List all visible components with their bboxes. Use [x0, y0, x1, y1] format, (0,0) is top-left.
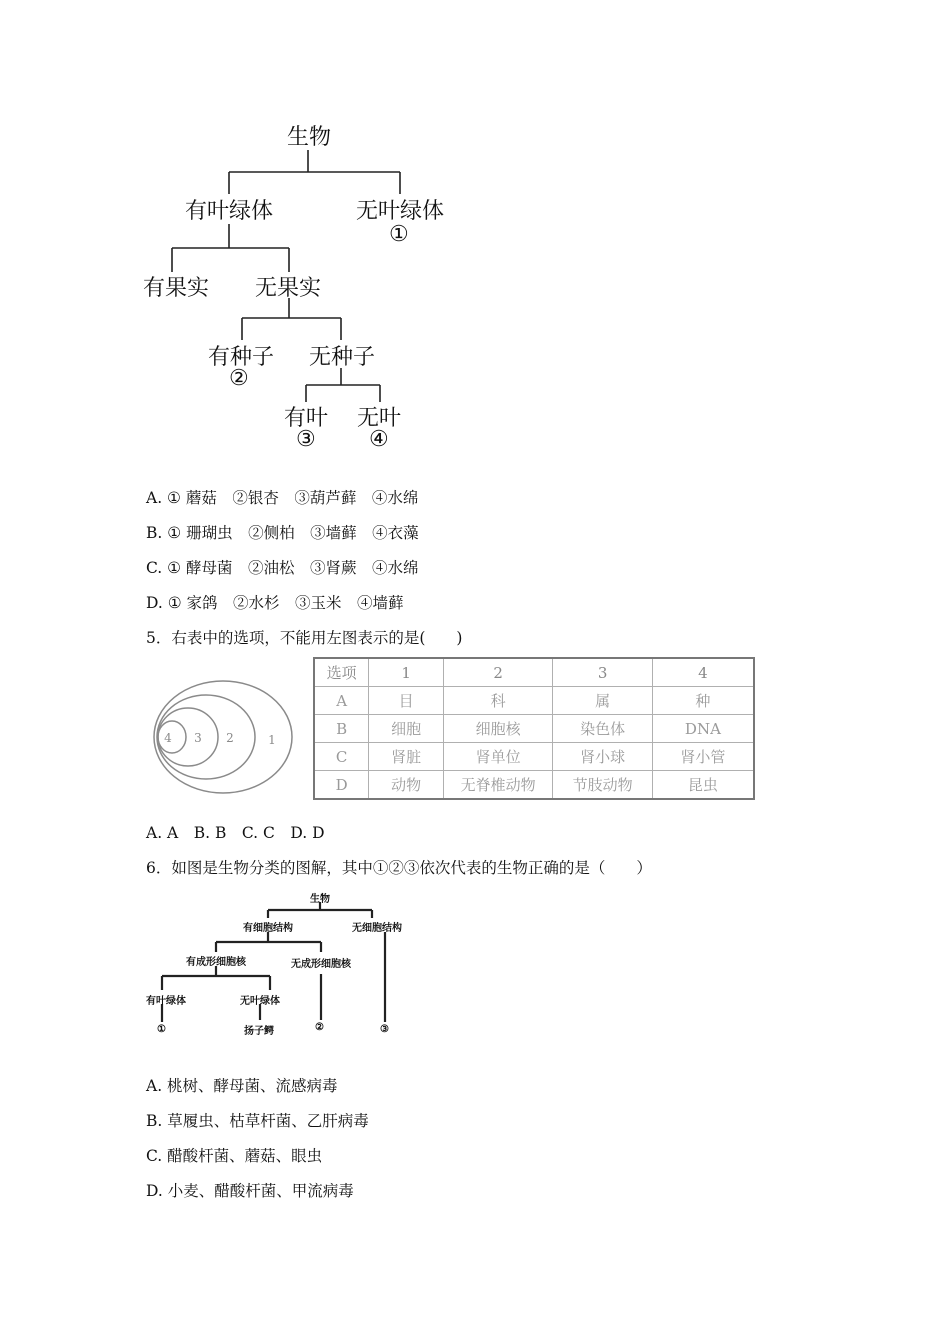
q6-option-c[interactable]: C. 醋酸杆菌、蘑菇、眼虫: [146, 1147, 323, 1165]
tree2-no-cell: 无细胞结构: [352, 923, 402, 934]
tree1-no-fruit: 无果实: [255, 276, 322, 301]
circle-label-4: 4: [164, 731, 172, 745]
table-cell: A: [314, 687, 369, 715]
tree2-has-nucleus: 有成形细胞核: [186, 957, 246, 968]
q6-stem: 6．如图是生物分类的图解，其中①②③依次代表的生物正确的是（ ）: [146, 859, 652, 877]
circle-label-1: 1: [268, 733, 276, 747]
q4-option-a[interactable]: A. ① 蘑菇 ②银杏 ③葫芦藓 ④水绵: [146, 489, 419, 507]
tree1-mark-2: ②: [229, 366, 249, 391]
q6-option-a[interactable]: A. 桃树、酵母菌、流感病毒: [146, 1077, 338, 1095]
table-header-cell: 3: [553, 658, 653, 687]
tree1-mark-4: ④: [369, 427, 389, 452]
tree1-no-chlorophyll: 无叶绿体: [356, 199, 445, 224]
tree2-has-cell: 有细胞结构: [243, 923, 293, 934]
tree2-root: 生物: [310, 894, 330, 905]
table-cell: 肾小管: [652, 743, 754, 771]
q4-option-b[interactable]: B. ① 珊瑚虫 ②侧柏 ③墙藓 ④衣藻: [146, 524, 419, 542]
q4-option-d[interactable]: D. ① 家鸽 ②水杉 ③玉米 ④墙藓: [146, 594, 404, 612]
table-cell: 属: [553, 687, 653, 715]
table-cell: 节肢动物: [553, 771, 653, 800]
tree1-has-chlorophyll: 有叶绿体: [185, 199, 274, 224]
tree1-root: 生物: [287, 125, 332, 150]
table-cell: 动物: [369, 771, 444, 800]
tree1-no-seed: 无种子: [309, 345, 376, 370]
table-header-cell: 2: [443, 658, 552, 687]
tree1-mark-3: ③: [296, 427, 316, 452]
q6-option-d[interactable]: D. 小麦、醋酸杆菌、甲流病毒: [146, 1182, 354, 1200]
tree2-mark-1: ①: [157, 1024, 166, 1035]
tree2-no-nucleus: 无成形细胞核: [291, 959, 351, 970]
tree1-has-leaf: 有叶: [284, 406, 329, 431]
tree1-no-leaf: 无叶: [357, 406, 402, 431]
tree1-has-seed: 有种子: [208, 345, 275, 370]
tree1-has-fruit: 有果实: [143, 276, 210, 301]
table-cell: 昆虫: [652, 771, 754, 800]
table-cell: 肾小球: [553, 743, 653, 771]
circle-label-3: 3: [194, 731, 202, 745]
table-cell: 染色体: [553, 715, 653, 743]
table-cell: 目: [369, 687, 444, 715]
circle-label-2: 2: [226, 731, 234, 745]
table-cell: 科: [443, 687, 552, 715]
table-cell: 肾脏: [369, 743, 444, 771]
table-cell: 细胞核: [443, 715, 552, 743]
table-cell: 无脊椎动物: [443, 771, 552, 800]
table-cell: D: [314, 771, 369, 800]
table-cell: 种: [652, 687, 754, 715]
table-header-cell: 选项: [314, 658, 369, 687]
table-header-cell: 1: [369, 658, 444, 687]
tree2-mark-2: ②: [315, 1022, 324, 1033]
q4-option-c[interactable]: C. ① 酵母菌 ②油松 ③肾蕨 ④水绵: [146, 559, 419, 577]
tree2-has-chlorophyll: 有叶绿体: [146, 996, 186, 1007]
table-cell: B: [314, 715, 369, 743]
q5-options[interactable]: A. A B. B C. C D. D: [146, 824, 325, 842]
tree1-mark-1: ①: [389, 222, 409, 247]
tree2-mark-3: ③: [380, 1024, 389, 1035]
table-cell: 肾单位: [443, 743, 552, 771]
q5-stem: 5．右表中的选项，不能用左图表示的是( ): [146, 629, 463, 647]
table-cell: 细胞: [369, 715, 444, 743]
tree2-example: 扬子鳄: [244, 1026, 274, 1037]
table-cell: DNA: [652, 715, 754, 743]
table-header-cell: 4: [652, 658, 754, 687]
q6-option-b[interactable]: B. 草履虫、枯草杆菌、乙肝病毒: [146, 1112, 369, 1130]
tree2-no-chlorophyll: 无叶绿体: [240, 996, 280, 1007]
table-cell: C: [314, 743, 369, 771]
